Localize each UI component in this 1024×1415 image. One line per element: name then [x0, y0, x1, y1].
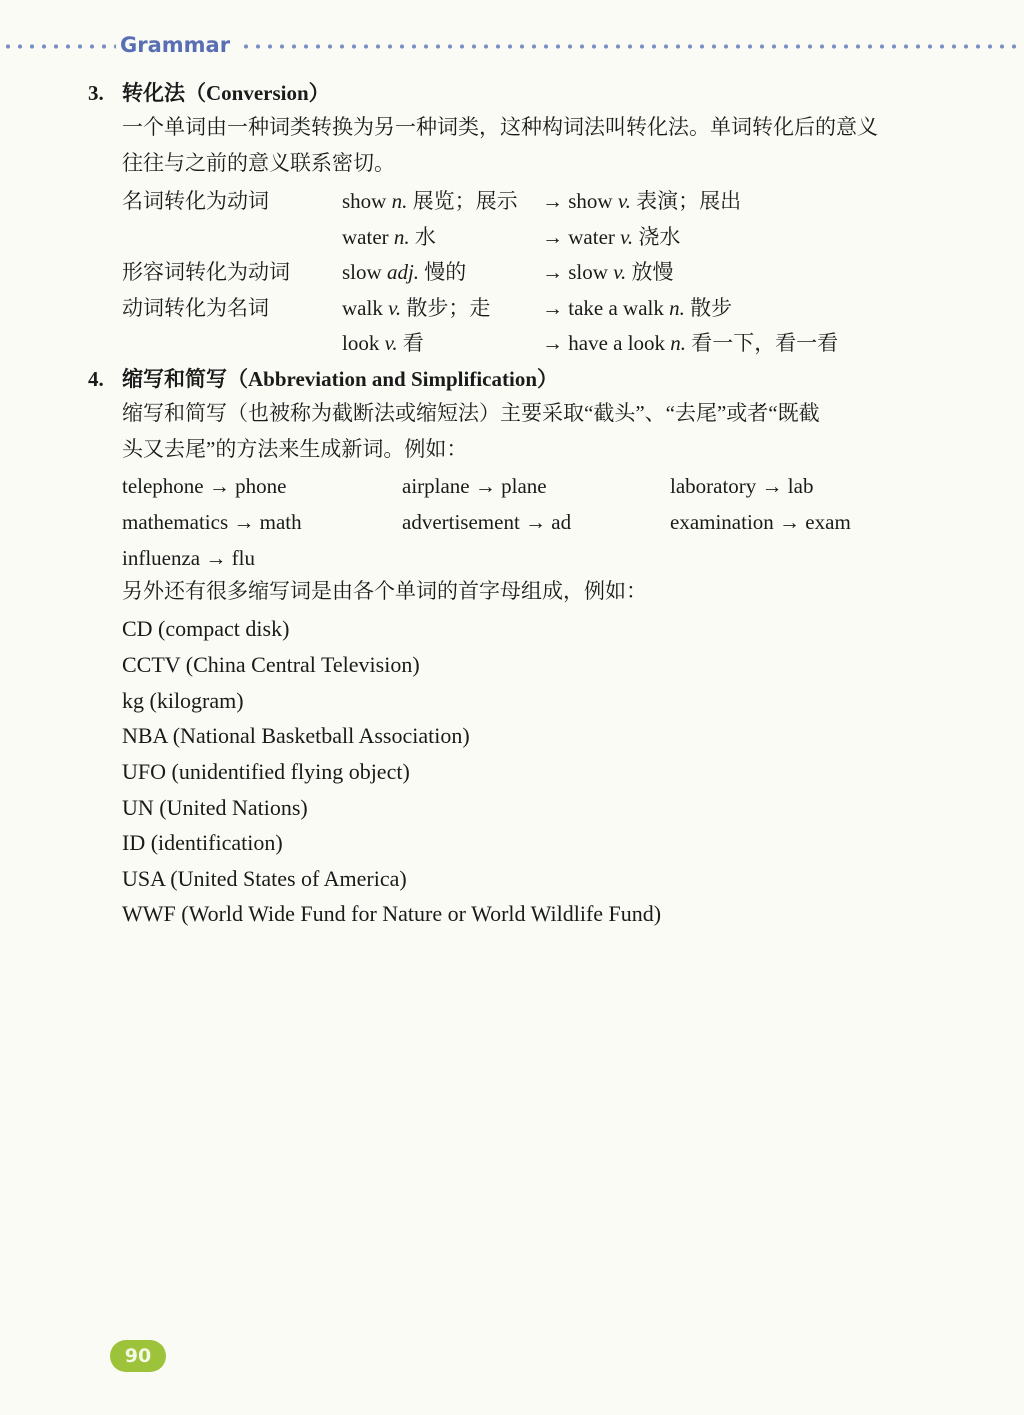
- acronym-item: CCTV (China Central Television): [122, 652, 420, 677]
- acronym-item: UN (United Nations): [122, 795, 308, 820]
- target-part-of-speech: n.: [670, 331, 687, 355]
- target-word: take a walk: [568, 296, 664, 320]
- source-part-of-speech: adj.: [386, 260, 420, 284]
- section-4-title: 缩写和简写（Abbreviation and Simplification）: [122, 367, 558, 391]
- source-word: look: [342, 331, 380, 355]
- acronym-item: WWF (World Wide Fund for Nature or World Wildlife Fund): [122, 901, 662, 926]
- source-word-entry: [342, 188, 518, 214]
- section-3-paragraph-line-1: 一个单词由一种词类转换为另一种词类，这种构词法叫转化法。单词转化后的意义: [122, 115, 878, 139]
- target-meaning: 表演；展出: [636, 189, 742, 213]
- source-word: slow: [342, 260, 382, 284]
- target-word: have a look: [568, 331, 666, 355]
- acronym-item: USA (United States of America): [122, 866, 407, 891]
- source-meaning: 慢的: [424, 260, 467, 284]
- arrow-glyph: →: [542, 189, 563, 213]
- clipping-example: advertisement → ad: [402, 510, 572, 534]
- target-part-of-speech: v.: [617, 189, 631, 213]
- target-word: show: [568, 189, 613, 213]
- section-3-title: 转化法（Conversion）: [122, 81, 330, 105]
- source-part-of-speech: n.: [391, 189, 408, 213]
- acronym-item: CD (compact disk): [122, 616, 290, 641]
- target-meaning: 浇水: [638, 225, 681, 249]
- arrow-glyph: →: [542, 331, 563, 355]
- source-word-entry: [342, 259, 466, 285]
- conversion-category: 形容词转化为动词: [122, 260, 290, 284]
- target-word-entry: [542, 224, 680, 250]
- arrow-glyph: →: [542, 260, 563, 284]
- clipping-example: mathematics → math: [122, 510, 302, 534]
- conversion-category: 名词转化为动词: [122, 189, 269, 213]
- clipping-example: airplane → plane: [402, 474, 547, 498]
- source-meaning: 散步；走: [406, 296, 491, 320]
- target-word-entry: [542, 295, 732, 321]
- source-meaning: 展览；展示: [412, 189, 518, 213]
- target-word: water: [568, 225, 615, 249]
- source-word: walk: [342, 296, 383, 320]
- target-word-entry: [542, 330, 838, 356]
- clipping-example: telephone → phone: [122, 474, 287, 498]
- target-meaning: 看一下，看一看: [691, 331, 839, 355]
- section-4-paragraph-line-1: 缩写和简写（也被称为截断法或缩短法）主要采取“截头”、“去尾”或者“既截: [122, 401, 820, 425]
- acronym-item: ID (identification): [122, 830, 283, 855]
- header-dots-right: [240, 44, 1024, 49]
- source-part-of-speech: n.: [393, 225, 410, 249]
- page-number-badge: 90: [110, 1340, 166, 1372]
- source-part-of-speech: v.: [384, 331, 398, 355]
- source-part-of-speech: v.: [388, 296, 402, 320]
- target-part-of-speech: v.: [613, 260, 627, 284]
- arrow-glyph: →: [542, 225, 563, 249]
- clipping-example: laboratory → lab: [670, 474, 814, 498]
- source-meaning: 看: [402, 331, 424, 355]
- target-word: slow: [568, 260, 608, 284]
- source-word-entry: [342, 224, 436, 250]
- section-4-number: 4.: [88, 367, 104, 391]
- page-header: [0, 30, 1024, 60]
- acronym-item: UFO (unidentified flying object): [122, 759, 410, 784]
- section-3-number: 3.: [88, 81, 104, 105]
- acronym-intro: 另外还有很多缩写词是由各个单词的首字母组成，例如：: [122, 579, 647, 603]
- source-word: show: [342, 189, 387, 213]
- target-part-of-speech: n.: [669, 296, 685, 320]
- source-word-entry: [342, 330, 424, 356]
- source-word-entry: [342, 295, 490, 321]
- target-meaning: 放慢: [631, 260, 674, 284]
- section-label: Grammar: [120, 33, 231, 57]
- target-meaning: 散步: [690, 296, 733, 320]
- section-4-paragraph-line-2: 头又去尾”的方法来生成新词。例如：: [122, 437, 468, 461]
- header-dots-left: [2, 44, 116, 49]
- target-part-of-speech: v.: [620, 225, 634, 249]
- source-meaning: 水: [414, 225, 436, 249]
- section-3-paragraph-line-2: 往往与之前的意义联系密切。: [122, 151, 395, 175]
- target-word-entry: [542, 259, 673, 285]
- source-word: water: [342, 225, 389, 249]
- acronym-item: NBA (National Basketball Association): [122, 723, 470, 748]
- arrow-glyph: →: [542, 296, 563, 320]
- clipping-example: examination → exam: [670, 510, 851, 534]
- acronym-item: kg (kilogram): [122, 688, 244, 713]
- conversion-category: 动词转化为名词: [122, 296, 269, 320]
- clipping-example: influenza → flu: [122, 546, 255, 570]
- target-word-entry: [542, 188, 741, 214]
